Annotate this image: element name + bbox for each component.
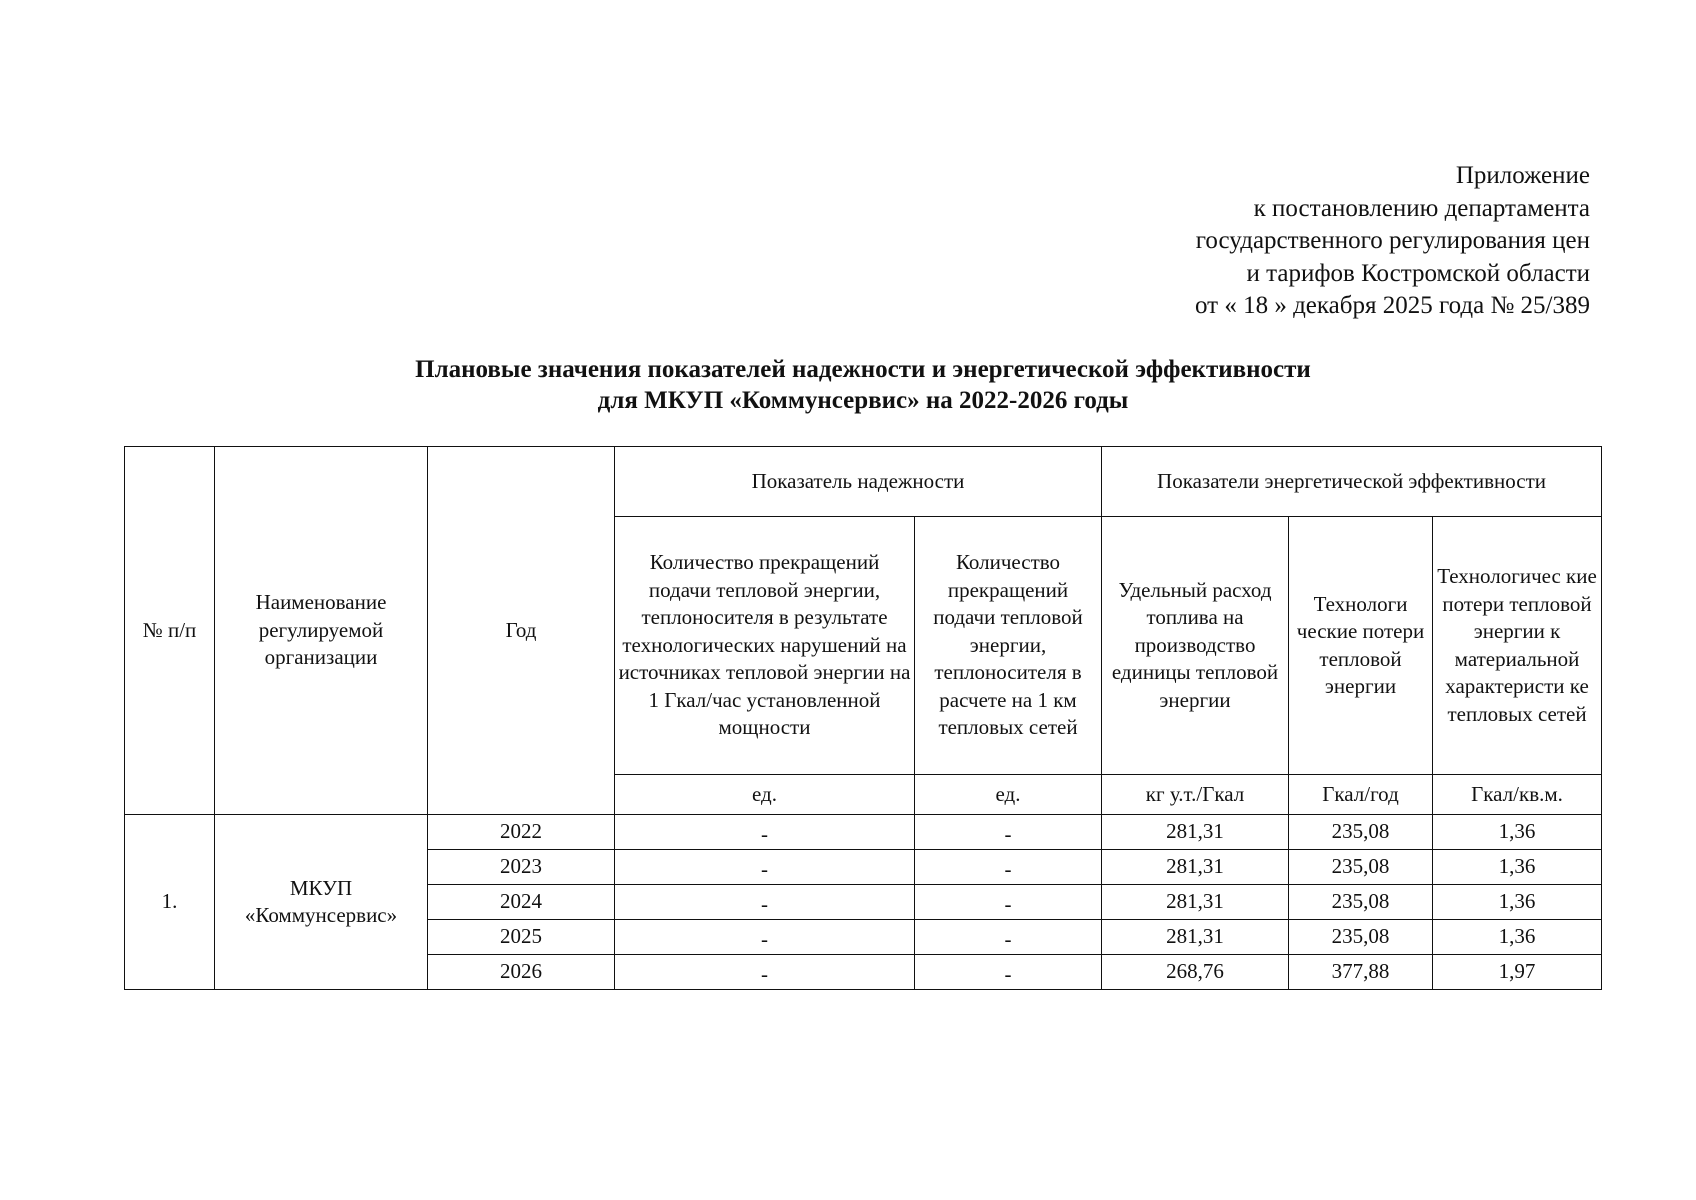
header-org-name: Наименование регулируемой организации: [215, 447, 428, 815]
unit-col1: ед.: [615, 775, 915, 815]
col2-cell: -: [915, 850, 1102, 885]
col4-cell: 235,08: [1289, 885, 1433, 920]
header-efficiency-group: Показатели энергетической эффективности: [1102, 447, 1602, 517]
unit-col2: ед.: [915, 775, 1102, 815]
year-cell: 2026: [428, 955, 615, 990]
document-title: [125, 354, 1601, 416]
unit-col4: Гкал/год: [1289, 775, 1433, 815]
col1-cell: -: [615, 885, 915, 920]
title-line-2: для МКУП «Коммунсервис» на 2022-2026 годы: [597, 387, 1129, 414]
col4-cell: 235,08: [1289, 815, 1433, 850]
year-cell: 2023: [428, 850, 615, 885]
appendix-line: от « 18 » декабря 2025 года № 25/389: [1194, 292, 1590, 319]
appendix-line: Приложение: [1455, 162, 1590, 189]
col1-cell: -: [615, 850, 915, 885]
appendix-line: государственного регулирования цен: [1195, 227, 1590, 254]
header-col3: Удельный расход топлива на производство единицы тепловой энергии: [1102, 517, 1289, 775]
header-year: Год: [428, 447, 615, 815]
col5-cell: 1,36: [1433, 850, 1602, 885]
col5-cell: 1,36: [1433, 885, 1602, 920]
appendix-line: к постановлению департамента: [1253, 194, 1590, 222]
col3-cell: 281,31: [1102, 885, 1289, 920]
col5-cell: 1,97: [1433, 955, 1602, 990]
header-col5: Технологичес кие потери тепловой энергии к материальной характеристи ке тепловых сетей: [1433, 517, 1602, 775]
col2-cell: -: [915, 955, 1102, 990]
col3-cell: 268,76: [1102, 955, 1289, 990]
year-cell: 2022: [428, 815, 615, 850]
col2-cell: -: [915, 920, 1102, 955]
col4-cell: 235,08: [1289, 920, 1433, 955]
col3-cell: 281,31: [1102, 815, 1289, 850]
row-number: 1.: [125, 815, 215, 990]
indicators-table: [124, 446, 1602, 990]
year-cell: 2024: [428, 885, 615, 920]
year-cell: 2025: [428, 920, 615, 955]
col4-cell: 377,88: [1289, 955, 1433, 990]
col5-cell: 1,36: [1433, 815, 1602, 850]
col2-cell: -: [915, 815, 1102, 850]
col1-cell: -: [615, 955, 915, 990]
appendix-block: [1195, 160, 1590, 323]
unit-col3: кг у.т./Гкал: [1102, 775, 1289, 815]
header-col2: Количество прекращений подачи тепловой энергии, теплоносителя в расчете на 1 км тепловых сетей: [915, 517, 1102, 775]
table-row: [125, 815, 1602, 850]
title-line-1: Плановые значения показателей надежности и энергетической эффективности: [415, 356, 1311, 383]
col1-cell: -: [615, 920, 915, 955]
header-reliability-group: Показатель надежности: [615, 447, 1102, 517]
unit-col5: Гкал/кв.м.: [1433, 775, 1602, 815]
header-num: № п/п: [125, 447, 215, 815]
col4-cell: 235,08: [1289, 850, 1433, 885]
header-col1: Количество прекращений подачи тепловой энергии, теплоносителя в результате технологических нарушений на источниках тепловой энергии на 1 Гкал/час установленной мощности: [615, 517, 915, 775]
col3-cell: 281,31: [1102, 850, 1289, 885]
header-col4: Технологи ческие потери тепловой энергии: [1289, 517, 1433, 775]
col1-cell: -: [615, 815, 915, 850]
col2-cell: -: [915, 885, 1102, 920]
org-name: МКУП «Коммунсервис»: [215, 815, 428, 990]
col5-cell: 1,36: [1433, 920, 1602, 955]
appendix-line: и тарифов Костромской области: [1246, 259, 1590, 287]
col3-cell: 281,31: [1102, 920, 1289, 955]
